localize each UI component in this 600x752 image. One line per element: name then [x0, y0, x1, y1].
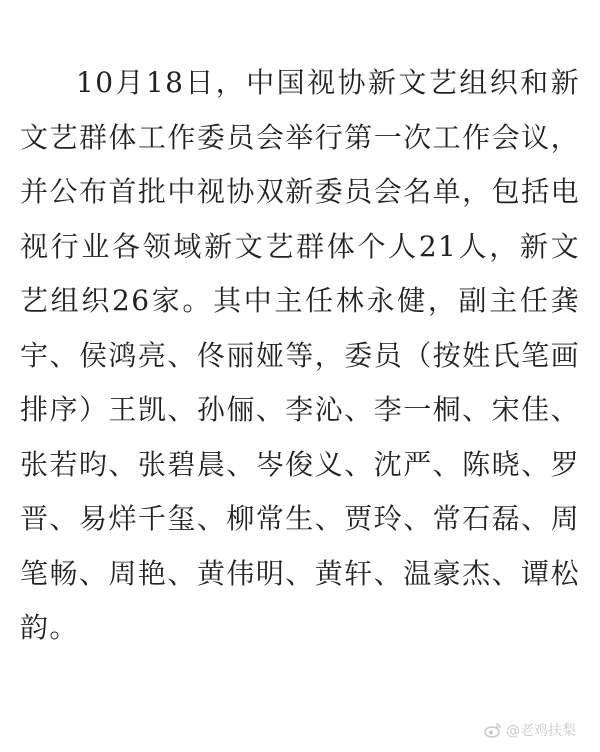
watermark-text: @老鸡扶梨 [506, 723, 576, 739]
weibo-watermark [484, 720, 576, 740]
weibo-logo-icon [484, 722, 502, 738]
article-paragraph: 10月18日，中国视协新文艺组织和新文艺群体工作委员会举行第一次工作会议，并公布首批中视协双新委员会名单，包括电视行业各领域新文艺群体个人21人，新文艺组织26家。其中主任林永健，副主任龚宇、侯鸿亮、佟丽娅等，委员（按姓氏笔画排序）王凯、孙俪、李沁、李一桐、宋佳、张若昀、张碧晨、岑俊义、沈严、陈晓、罗晋、易烊千玺、柳常生、贾玲、常石磊、周笔畅、周艳、黄伟明、黄轩、温豪杰、谭松韵。 [20, 66, 580, 644]
